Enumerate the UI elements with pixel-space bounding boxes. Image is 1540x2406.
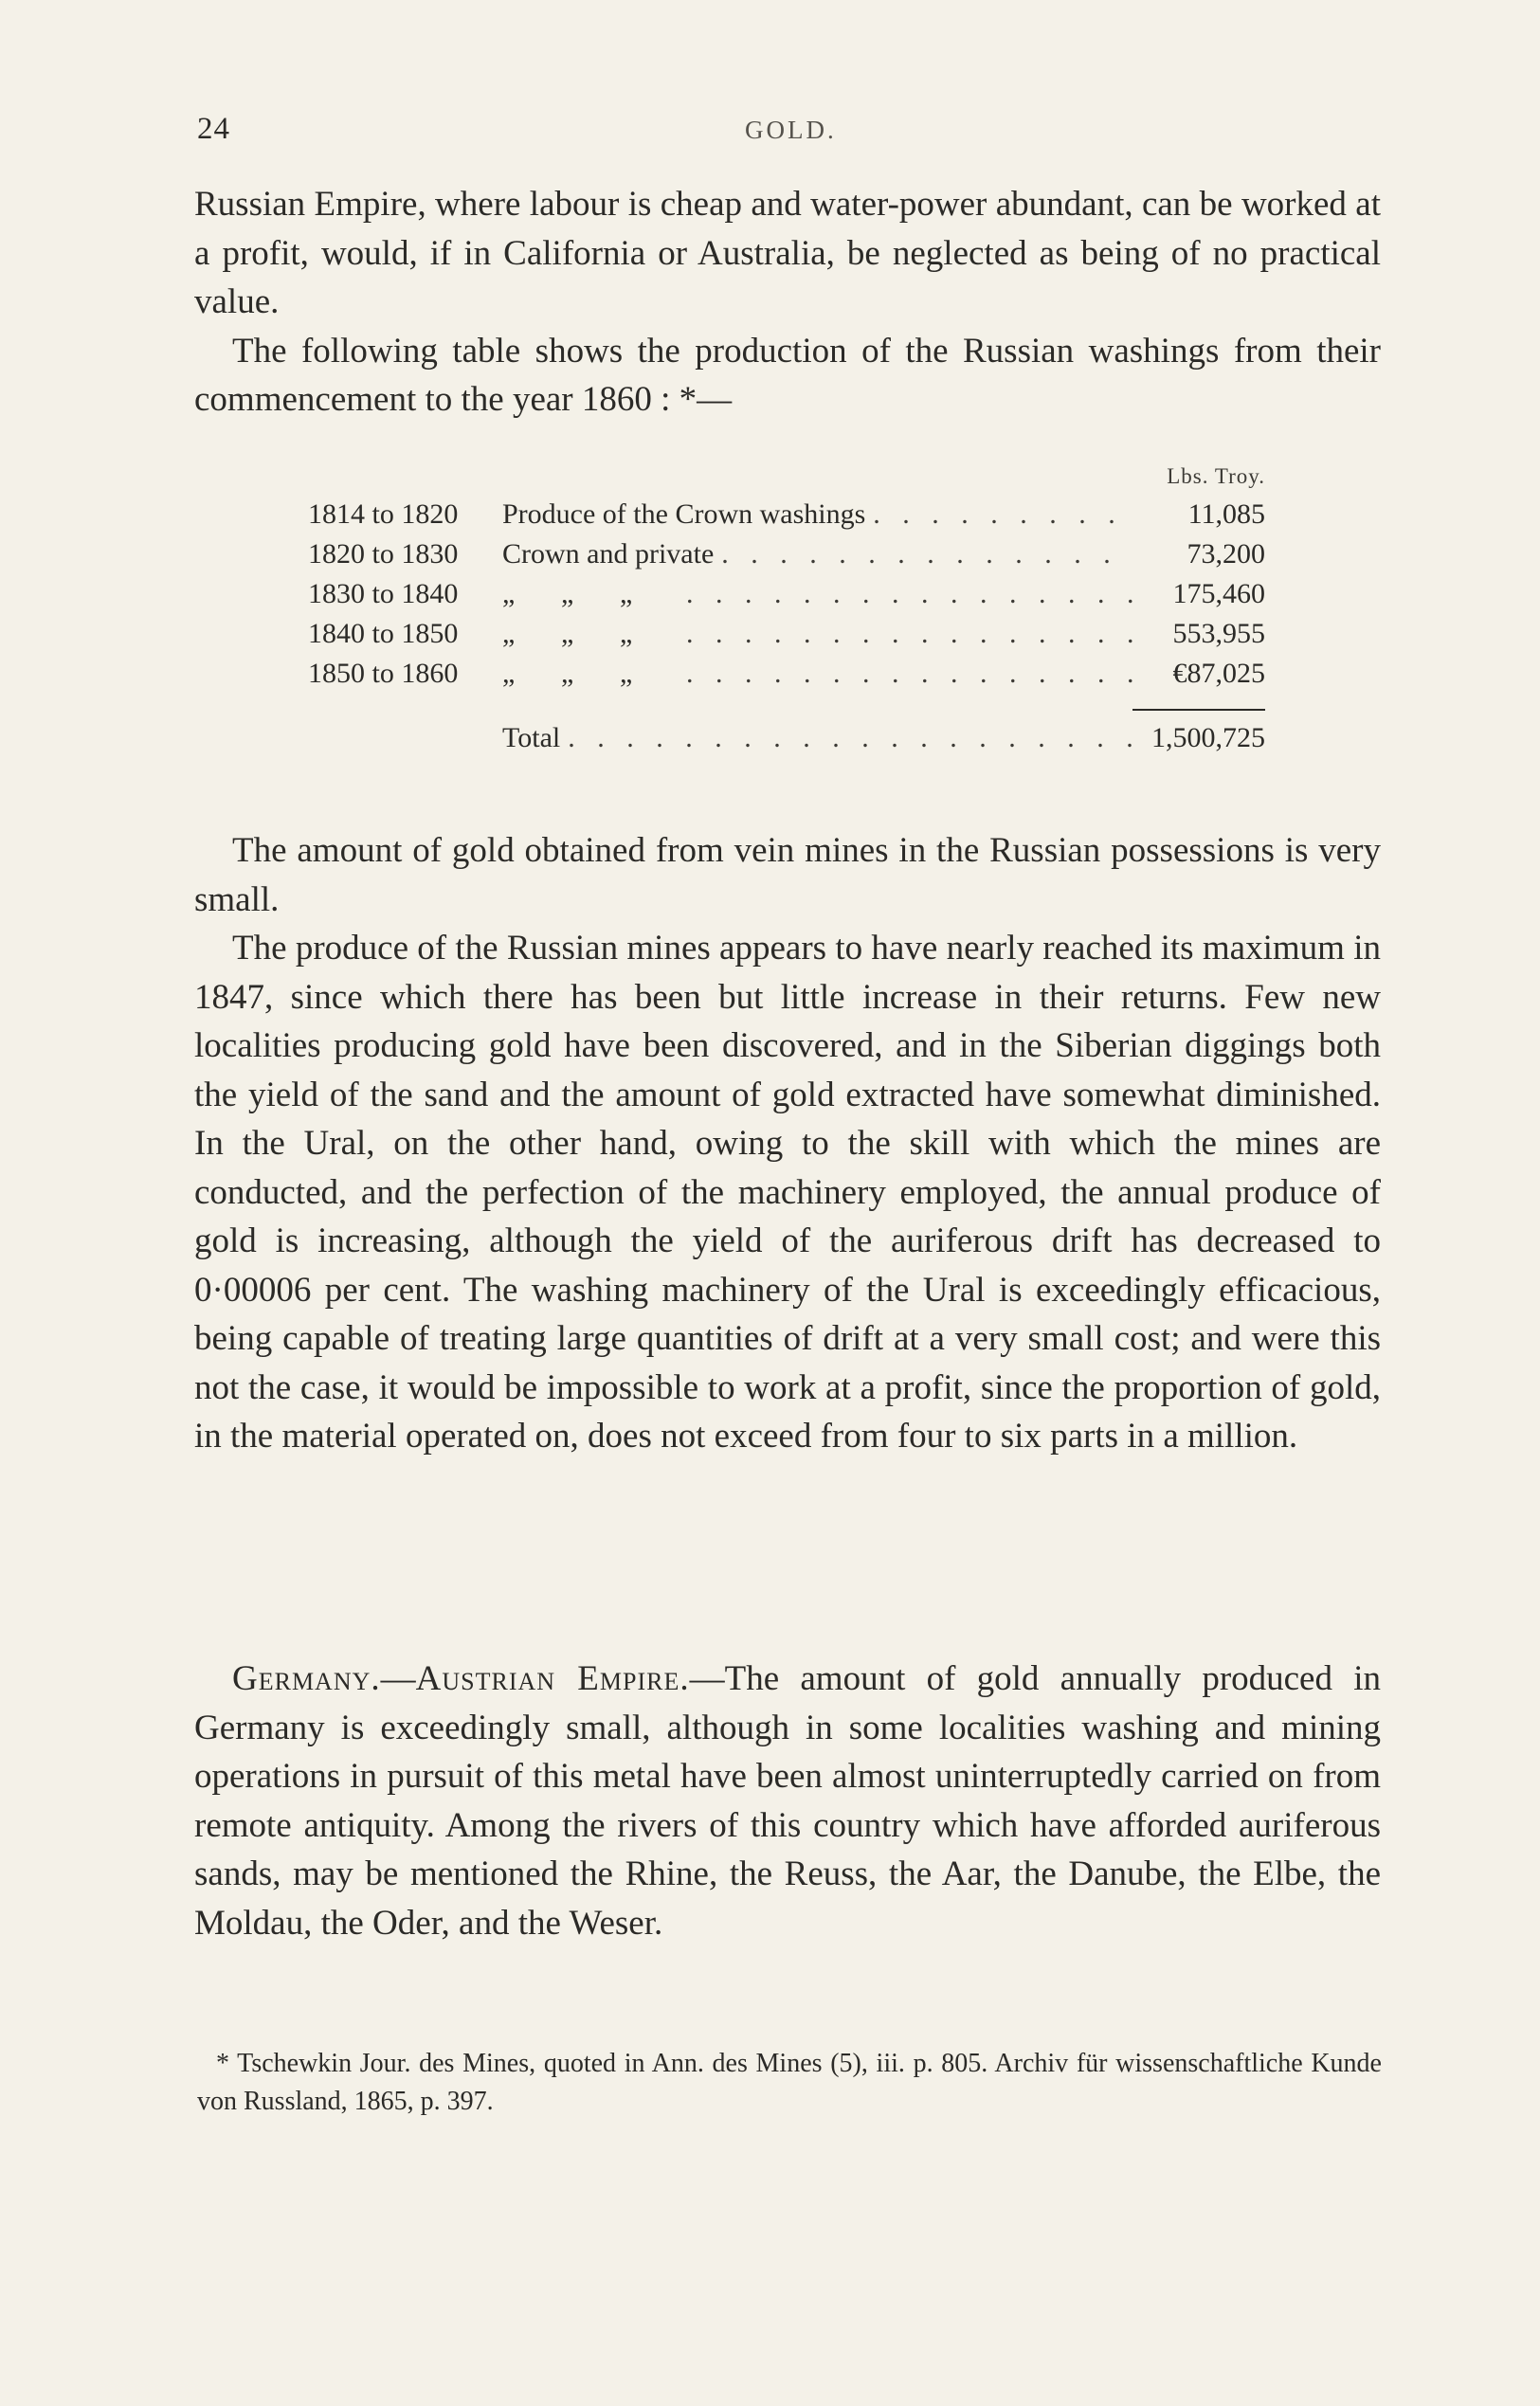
row-description: Produce of the Crown washings — [502, 498, 866, 530]
leader-dots — [686, 658, 1132, 690]
row-value: 553,955 — [1172, 618, 1265, 649]
row-description: Crown and private — [502, 538, 715, 570]
row-period: 1830 to 1840 — [308, 578, 459, 609]
ditto-mark: „ — [561, 658, 574, 689]
paragraph-vein-mines: The amount of gold obtained from vein mines in the Russian possessions is very small. — [194, 831, 1381, 919]
paragraph-russian-produce: The produce of the Russian mines appears to have nearly reached its maximum in 1847, since which there has been but little increase in their returns. Few new localities producing gold have been discovered, and in the Siberian diggings both the yield of the sand and the amount of gold extracted have somewhat diminished. In the Ural, on the other hand, owing to the skill with which the mines are conducted, and the perfection of the machinery employed, the annual produce of gold is increasing, although the yield of the auriferous drift has decreased to 0·00006 per cent. The washing machinery of the Ural is exceedingly efficacious, being capable of treating large quantities of drift at a very small cost; and were this not the case, it would be impossible to work at a profit, since the proportion of gold, in the material operated on, does not exceed from four to six parts in a million. — [194, 929, 1381, 1456]
paragraph-continued: Russian Empire, where labour is cheap and water-power abundant, can be worked at a profit, would, if in California or Australia, be neglected as being of no practical value. — [194, 185, 1381, 321]
units-header: Lbs. Troy. — [1167, 464, 1265, 488]
row-period: 1840 to 1850 — [308, 618, 459, 649]
running-head — [197, 112, 1380, 154]
total-label: Total — [502, 722, 561, 753]
ditto-mark: „ — [620, 618, 633, 649]
leader-dots — [568, 722, 1132, 754]
paragraph-table-intro: The following table shows the production of the Russian washings from their commencement to the year 1860 : *— — [194, 331, 1381, 419]
ditto-mark: „ — [620, 658, 633, 689]
row-value: 175,460 — [1172, 578, 1265, 609]
leader-dots — [686, 618, 1132, 650]
table-row — [308, 498, 1265, 536]
total-value: 1,500,725 — [1151, 722, 1265, 753]
table-row — [308, 578, 1265, 616]
page-number: 24 — [197, 112, 230, 146]
row-ditto-marks — [502, 618, 679, 650]
table-row — [308, 618, 1265, 656]
row-value: 73,200 — [1187, 538, 1265, 570]
leader-dots — [873, 498, 1132, 531]
germany-section — [194, 1655, 1381, 1947]
leader-dots — [686, 578, 1132, 610]
table-row — [308, 538, 1265, 576]
opening-text — [194, 180, 1381, 425]
ditto-mark: „ — [502, 658, 516, 689]
ditto-mark: „ — [620, 578, 633, 609]
footnote-text: * Tschewkin Jour. des Mines, quoted in Ann. des Mines (5), iii. p. 805. Archiv für wissenschaftliche Kunde von Russland, 1865, p. 397. — [197, 2049, 1382, 2116]
section-heading-austrian-empire: Austrian Empire. — [415, 1659, 690, 1698]
row-ditto-marks — [502, 658, 679, 690]
total-rule — [1132, 709, 1265, 711]
ditto-mark: „ — [502, 618, 516, 649]
table-row — [308, 658, 1265, 696]
row-period: 1850 to 1860 — [308, 658, 459, 689]
table-total-row — [308, 722, 1265, 760]
row-value: 11,085 — [1187, 498, 1265, 530]
row-value: €87,025 — [1172, 658, 1265, 689]
ditto-mark: „ — [502, 578, 516, 609]
ditto-mark: „ — [561, 618, 574, 649]
row-period: 1814 to 1820 — [308, 498, 459, 530]
heading-separator: — — [380, 1659, 416, 1698]
running-title: GOLD. — [745, 116, 837, 144]
footnote — [197, 2045, 1382, 2121]
ditto-mark: „ — [561, 578, 574, 609]
row-ditto-marks — [502, 578, 679, 610]
germany-body-text: —The amount of gold annually produced in Germany is exceedingly small, although in some localities washing and mining operations in pursuit of this metal have been almost uninterruptedly carried on from remote antiquity. Among the rivers of this country which have afforded auriferous sands, may be mentioned the Rhine, the Reuss, the Aar, the Danube, the Elbe, the Moldau, the Oder, and the Weser. — [194, 1659, 1381, 1943]
row-period: 1820 to 1830 — [308, 538, 459, 570]
leader-dots — [721, 538, 1132, 570]
russian-mines-text — [194, 826, 1381, 1461]
section-heading-germany: Germany. — [232, 1659, 381, 1698]
paragraph-germany — [194, 1655, 1381, 1947]
